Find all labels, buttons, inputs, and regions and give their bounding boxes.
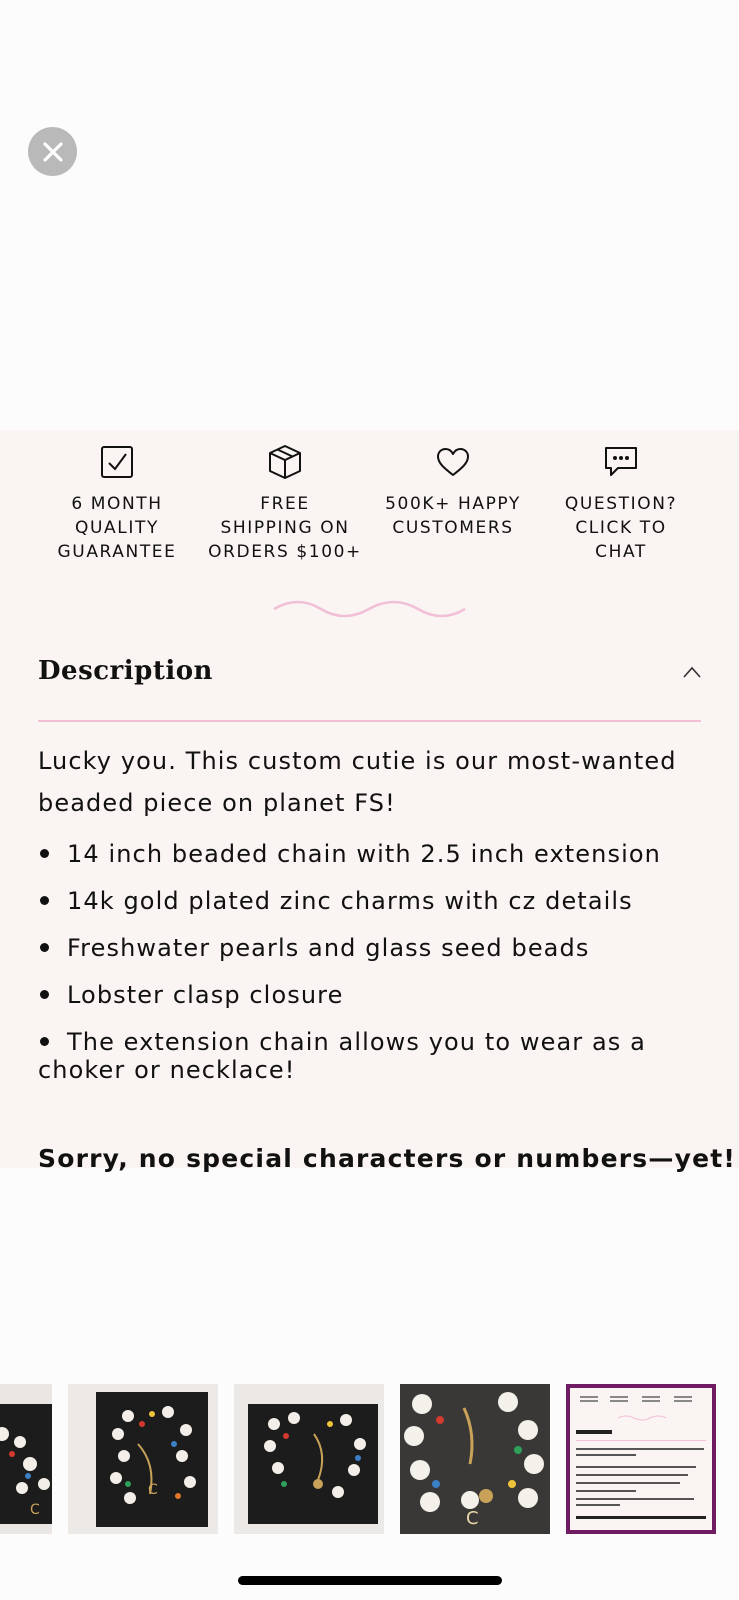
feature-guarantee [32,442,202,564]
thumbnail-1[interactable] [0,1384,52,1534]
box-icon [268,444,302,480]
close-x-icon [43,142,63,162]
product-info-panel [0,430,739,1173]
svg-text:C: C [148,1482,158,1498]
feature-label: 6 MONTH QUALITY GUARANTEE [57,494,177,562]
checkbox-icon [100,445,134,479]
description-divider [38,720,701,722]
list-item: 14k gold plated zinc charms with cz details [38,887,718,915]
home-indicator[interactable] [238,1576,502,1585]
list-item: 14 inch beaded chain with 2.5 inch extension [38,840,718,868]
chevron-up-icon[interactable] [683,666,701,678]
list-item: The extension chain allows you to wear as a choker or necklace! [38,1028,646,1084]
feature-customers [368,442,538,540]
thumbnail-preview [570,1388,712,1530]
svg-text:C: C [30,1502,40,1518]
feature-chat[interactable] [536,442,706,564]
feature-bullet-list [38,840,718,1103]
thumbnail-strip[interactable] [0,1384,739,1534]
svg-text:C: C [466,1508,479,1529]
thumbnail-2[interactable] [68,1384,218,1534]
heart-icon [436,447,470,477]
special-characters-note: Sorry, no special characters or numbers—yet! [38,1144,736,1173]
description-intro: Lucky you. This custom cutie is our most-wanted beaded piece on planet FS! [38,747,677,817]
description-title[interactable]: Description [38,656,213,686]
close-button[interactable] [28,127,77,176]
list-item: Lobster clasp closure [38,981,718,1009]
feature-shipping [200,442,370,564]
wave-divider [272,598,467,620]
thumbnail-4[interactable] [400,1384,550,1534]
feature-label: FREE SHIPPING ON ORDERS $100+ [208,494,362,562]
list-item: Freshwater pearls and glass seed beads [38,934,718,962]
feature-label: QUESTION? CLICK TO CHAT [564,494,678,562]
feature-label: 500K+ HAPPY CUSTOMERS [385,494,521,538]
thumbnail-5-selected[interactable] [566,1384,716,1534]
chat-icon [604,446,638,478]
thumbnail-3[interactable] [234,1384,384,1534]
